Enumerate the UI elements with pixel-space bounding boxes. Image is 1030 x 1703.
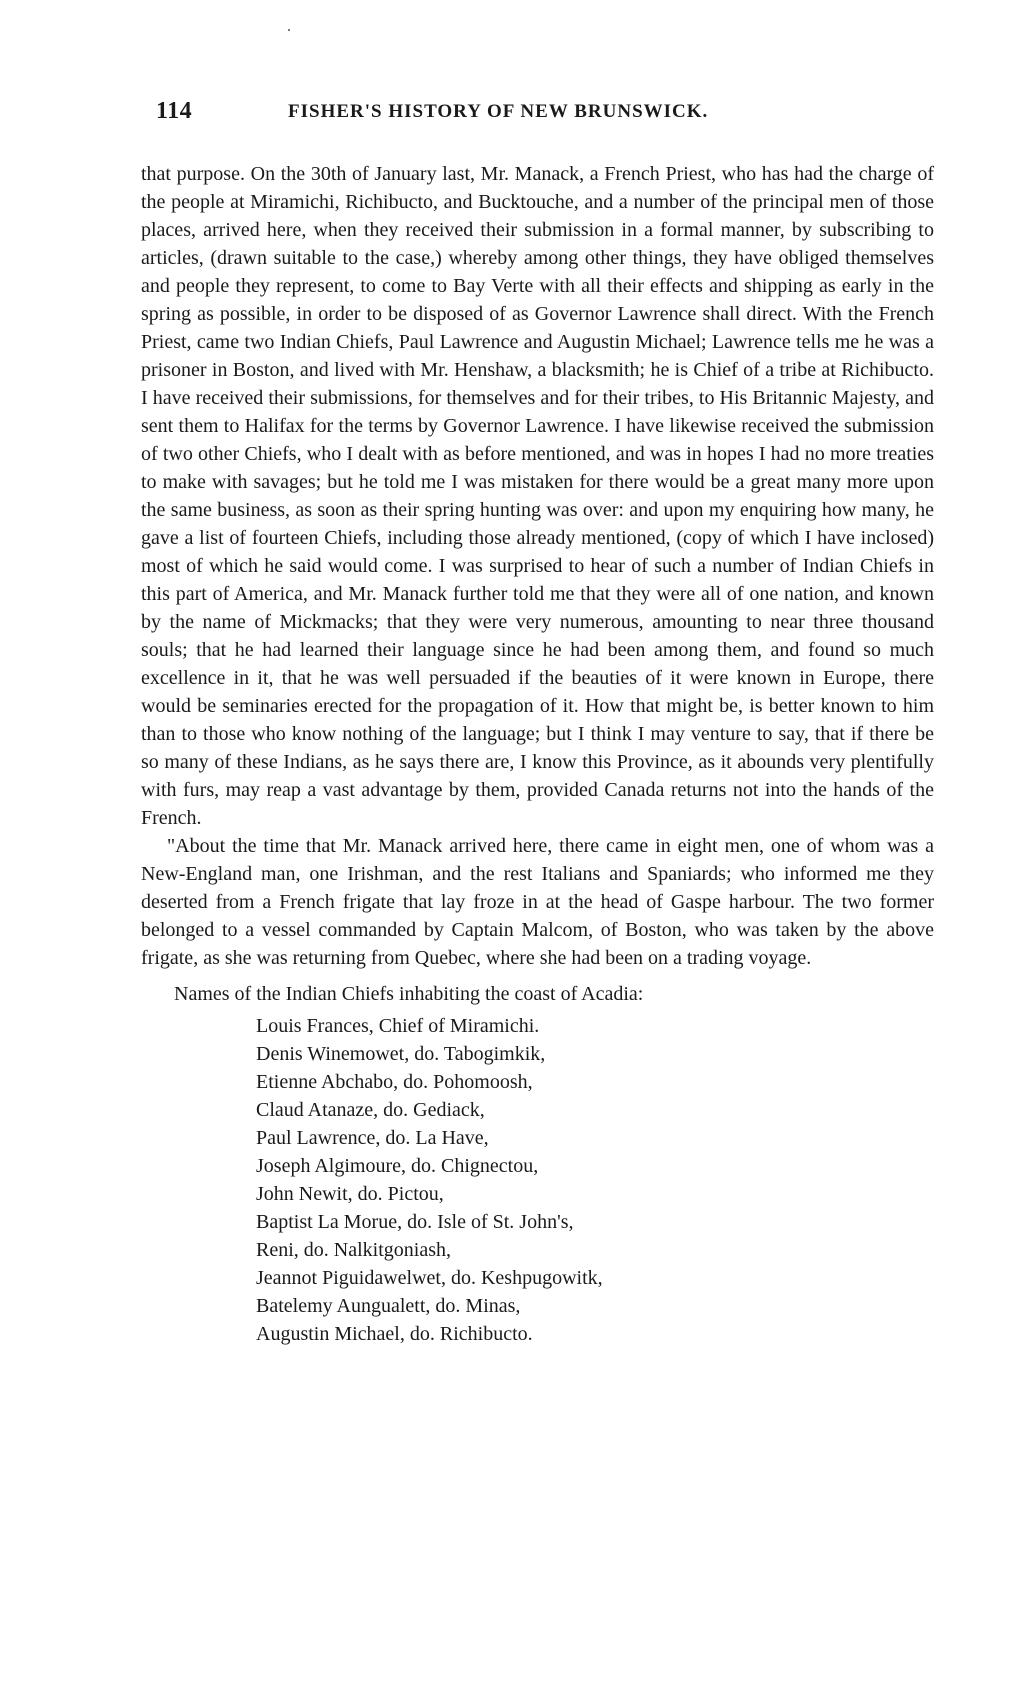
list-item: Joseph Algimoure, do. Chignectou,: [256, 1155, 539, 1177]
list-item: Louis Frances, Chief of Miramichi.: [256, 1015, 540, 1037]
chiefs-list: [141, 1012, 934, 1348]
body-text: [141, 160, 934, 1348]
running-title: FISHER'S HISTORY OF NEW BRUNSWICK.: [288, 101, 709, 122]
list-item: John Newit, do. Pictou,: [256, 1183, 444, 1205]
list-item: Reni, do. Nalkitgoniash,: [256, 1239, 451, 1261]
paragraph-1: that purpose. On the 30th of January last, Mr. Manack, a French Priest, who has had the charge of the people at Miramichi, Richibucto, and Bucktouche, and a number of the principal men of those places, arrived here, when they received their submission in a formal manner, by subscribing to articles, (drawn suitable to the case,) whereby among other things, they have obliged themselves and people they represent, to come to Bay Verte with all their effects and shipping as early in the spring as possible, in order to be disposed of as Governor Lawrence shall direct. With the French Priest, came two Indian Chiefs, Paul Lawrence and Augustin Michael; Lawrence tells me he was a prisoner in Boston, and lived with Mr. Henshaw, a blacksmith; he is Chief of a tribe at Richibucto. I have received their submissions, for themselves and for their tribes, to His Britannic Majesty, and sent them to Halifax for the terms by Governor Lawrence. I have likewise received the submission of two other Chiefs, who I dealt with as before mentioned, and was in hopes I had no more treaties to make with savages; but he told me I was mistaken for there would be a great many more upon the same business, as soon as their spring hunting was over: and upon my enquiring how many, he gave a list of fourteen Chiefs, including those already mentioned, (copy of which I have inclosed) most of which he said would come. I was surprised to hear of such a number of Indian Chiefs in this part of America, and Mr. Manack further told me that they were all of one nation, and known by the name of Mickmacks; that they were very numerous, amounting to near three thousand souls; that he had learned their language since he had been among them, and found so much excellence in it, that he was well persuaded if the beauties of it were known in Europe, there would be seminaries erected for the propagation of it. How that might be, is better known to him than to those who know nothing of the language; but I think I may venture to say, that if there be so many of these Indians, as he says there are, I know this Province, as it abounds very plentifully with furs, may reap a vast advantage by them, provided Canada returns not into the hands of the French.: [141, 163, 934, 829]
list-item: Denis Winemowet, do. Tabogimkik,: [256, 1043, 546, 1065]
list-item: Baptist La Morue, do. Isle of St. John's,: [256, 1211, 574, 1233]
list-item: Etienne Abchabo, do. Pohomoosh,: [256, 1071, 533, 1093]
list-item: Claud Atanaze, do. Gediack,: [256, 1099, 485, 1121]
chiefs-heading: Names of the Indian Chiefs inhabiting the coast of Acadia:: [174, 983, 644, 1005]
list-item: Augustin Michael, do. Richibucto.: [256, 1323, 533, 1345]
list-item: Jeannot Piguidawelwet, do. Keshpugowitk,: [256, 1267, 603, 1289]
page-number: 114: [156, 98, 193, 124]
paragraph-2: "About the time that Mr. Manack arrived here, there came in eight men, one of whom was a New-England man, one Irishman, and the rest Italians and Spaniards; who informed me they deserted from a French frigate that lay froze in at the head of Gaspe harbour. The two former belonged to a vessel commanded by Captain Malcom, of Boston, who was taken by the above frigate, as she was returning from Quebec, where she had been on a trading voyage.: [141, 835, 934, 969]
list-item: Paul Lawrence, do. La Have,: [256, 1127, 489, 1149]
list-item: Batelemy Aungualett, do. Minas,: [256, 1295, 521, 1317]
print-speck: [288, 29, 290, 31]
page-header: [156, 98, 956, 138]
